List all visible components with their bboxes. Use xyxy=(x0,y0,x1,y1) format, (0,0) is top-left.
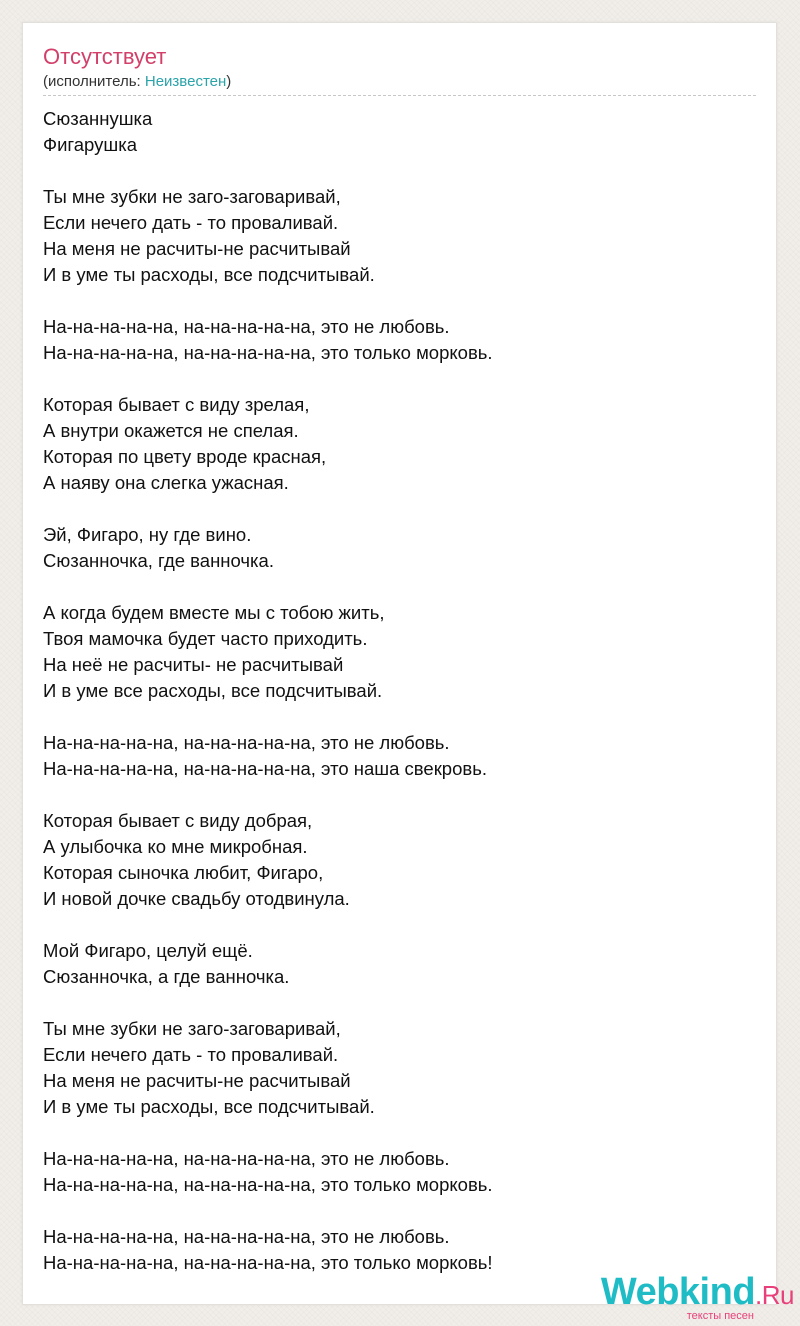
stanza-gap xyxy=(43,288,758,314)
lyric-line: На-на-на-на-на, на-на-на-на-на, это не любовь. xyxy=(43,316,450,337)
stanza-gap xyxy=(43,1198,758,1224)
artist-prefix: (исполнитель: xyxy=(43,73,145,90)
lyric-line: На-на-на-на-на, на-на-на-на-на, это не любовь. xyxy=(43,732,450,753)
watermark-tagline: тексты песен xyxy=(686,1310,754,1322)
artist-link[interactable]: Неизвестен xyxy=(144,73,227,90)
lyric-line: Твоя мамочка будет часто приходить. xyxy=(43,628,368,649)
lyrics-body xyxy=(43,106,758,1276)
stanza-gap xyxy=(43,574,758,600)
lyric-line: На-на-на-на-на, на-на-на-на-на, это не любовь. xyxy=(43,1226,450,1247)
watermark-brand-name: Webkind xyxy=(600,1271,756,1313)
divider xyxy=(43,95,756,96)
lyric-line: А улыбочка ко мне микробная. xyxy=(43,836,308,857)
lyric-line: Сюзанночка, где ванночка. xyxy=(43,550,274,571)
stanza-gap xyxy=(43,1120,758,1146)
artist-line xyxy=(43,72,231,92)
lyric-line: На-на-на-на-на, на-на-на-на-на, это только морковь. xyxy=(43,1174,493,1195)
stanza-gap xyxy=(43,366,758,392)
lyric-line: Сюзанночка, а где ванночка. xyxy=(43,966,290,987)
lyric-line: Если нечего дать - то проваливай. xyxy=(43,1044,339,1065)
song-title: Отсутствует xyxy=(43,44,167,69)
lyrics-card xyxy=(22,22,777,1305)
lyric-line: А внутри окажется не спелая. xyxy=(43,420,299,441)
stanza-gap xyxy=(43,912,758,938)
lyric-line: Которая бывает с виду зрелая, xyxy=(43,394,310,415)
stanza-gap xyxy=(43,496,758,522)
lyric-line: Мой Фигаро, целуй ещё. xyxy=(43,940,253,961)
stanza-gap xyxy=(43,782,758,808)
lyric-line: На неё не расчиты- не расчитывай xyxy=(43,654,344,675)
lyric-line: Которая сыночка любит, Фигаро, xyxy=(43,862,324,883)
artist-suffix: ) xyxy=(226,73,232,90)
lyric-line: Ты мне зубки не заго-заговаривай, xyxy=(43,1018,341,1039)
lyric-line: Сюзаннушка xyxy=(43,108,153,129)
lyric-line: На-на-на-на-на, на-на-на-на-на, это наша свекровь. xyxy=(43,758,487,779)
lyric-line: И в уме ты расходы, все подсчитывай. xyxy=(43,264,375,285)
lyric-line: И новой дочке свадьбу отодвинула. xyxy=(43,888,350,909)
watermark-tld: .Ru xyxy=(755,1280,794,1310)
stanza-gap xyxy=(43,990,758,1016)
lyric-line: Ты мне зубки не заго-заговаривай, xyxy=(43,186,341,207)
lyric-line: А когда будем вместе мы с тобою жить, xyxy=(43,602,385,623)
lyric-line: На-на-на-на-на, на-на-на-на-на, это только морковь. xyxy=(43,342,493,363)
lyric-line: Фигарушка xyxy=(43,134,137,155)
lyric-line: Которая по цвету вроде красная, xyxy=(43,446,327,467)
watermark-brand xyxy=(601,1272,794,1315)
lyric-line: А наяву она слегка ужасная. xyxy=(43,472,289,493)
lyric-line: На меня не расчиты-не расчитывай xyxy=(43,238,351,259)
lyric-line: Если нечего дать - то проваливай. xyxy=(43,212,339,233)
lyric-line: На меня не расчиты-не расчитывай xyxy=(43,1070,351,1091)
lyric-line: Эй, Фигаро, ну где вино. xyxy=(43,524,252,545)
lyric-line: И в уме все расходы, все подсчитывай. xyxy=(43,680,383,701)
lyric-line: Которая бывает с виду добрая, xyxy=(43,810,313,831)
lyric-line: На-на-на-на-на, на-на-на-на-на, это только морковь! xyxy=(43,1252,493,1273)
webkind-watermark xyxy=(601,1272,794,1322)
stanza-gap xyxy=(43,704,758,730)
lyric-line: На-на-на-на-на, на-на-на-на-на, это не любовь. xyxy=(43,1148,450,1169)
lyric-line: И в уме ты расходы, все подсчитывай. xyxy=(43,1096,375,1117)
stanza-gap xyxy=(43,158,758,184)
